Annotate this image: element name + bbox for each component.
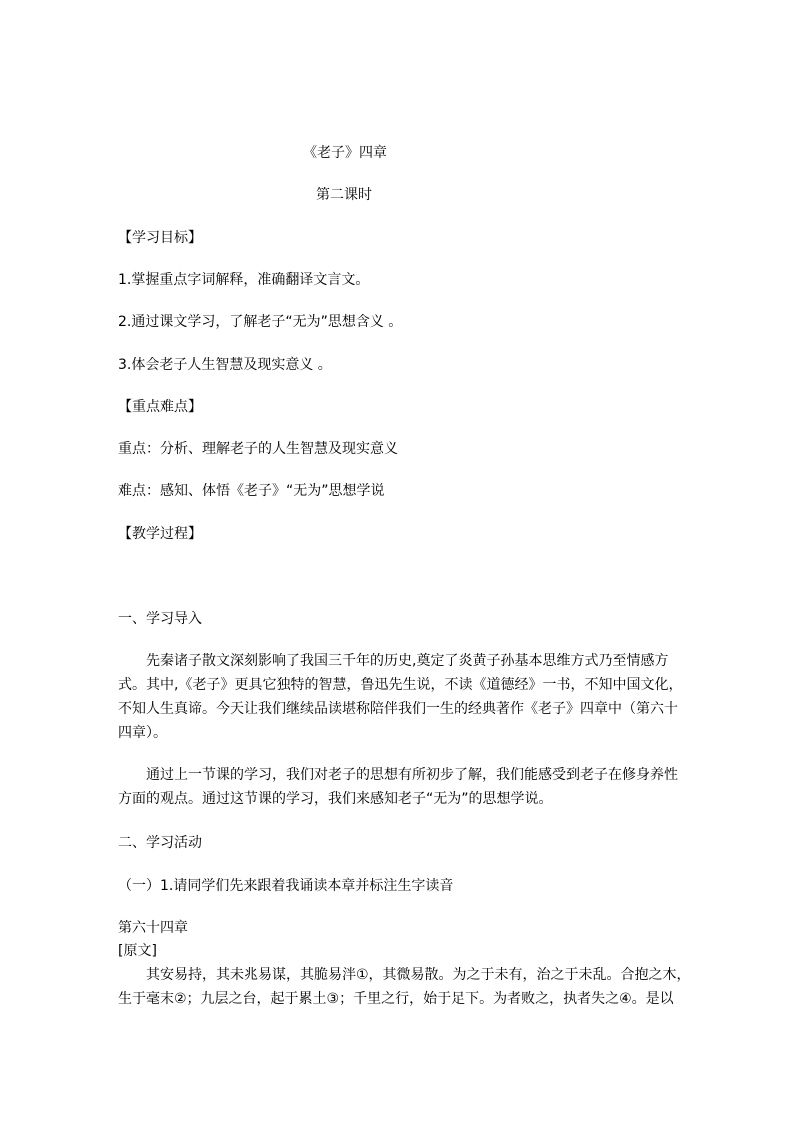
paragraph-line: 先秦诸子散文深刻影响了我国三千年的历史,奠定了炎黄子孙基本思维方式乃至情感方	[146, 653, 669, 669]
paragraph-line: 方面的观点。通过这节课的学习，我们来感知老子“无为”的思想学说。	[118, 791, 553, 807]
original-text-line: 生于毫末②；九层之台，起于累土③；千里之行，始于足下。为者败之，执者失之④。是以	[118, 991, 674, 1007]
objective-item: 2.通过课文学习，了解老子“无为”思想含义 。	[118, 314, 403, 330]
objective-item: 3.体会老子人生智慧及现实意义 。	[118, 357, 332, 373]
difficulty-point: 难点：感知、体悟《老子》“无为”思想学说	[118, 483, 385, 499]
paragraph-line: 式。其中,《老子》更具它独特的智慧，鲁迅先生说，不读《道德经》一书，不知中国文化，	[118, 677, 683, 693]
original-text-label: [原文]	[118, 943, 157, 959]
paragraph-line: 四章）。	[118, 725, 167, 741]
original-text-line: 其安易持，其未兆易谋，其脆易泮①，其微易散。为之于未有，治之于未乱。合抱之木，	[146, 967, 691, 983]
keypoints-header: 【重点难点】	[118, 399, 202, 415]
activity-item: （一）1.请同学们先来跟着我诵读本章并标注生字读音	[118, 878, 454, 894]
paragraph-line: 通过上一节课的学习，我们对老子的思想有所初步了解，我们能感受到老子在修身养性	[146, 767, 678, 783]
document-subtitle: 第二课时	[316, 187, 372, 203]
section-heading-intro: 一、学习导入	[118, 611, 202, 627]
objectives-header: 【学习目标】	[118, 230, 202, 246]
document-title: 《老子》四章	[303, 145, 387, 161]
process-header: 【教学过程】	[118, 526, 202, 542]
objective-item: 1.掌握重点字词解释，准确翻译文言文。	[118, 272, 370, 288]
section-heading-activity: 二、学习活动	[118, 835, 202, 851]
key-point: 重点：分析、理解老子的人生智慧及现实意义	[118, 441, 398, 457]
paragraph-line: 不知人生真谛。今天让我们继续品读堪称陪伴我们一生的经典著作《老子》四章中（第六十	[118, 701, 678, 717]
chapter-heading: 第六十四章	[118, 920, 188, 936]
